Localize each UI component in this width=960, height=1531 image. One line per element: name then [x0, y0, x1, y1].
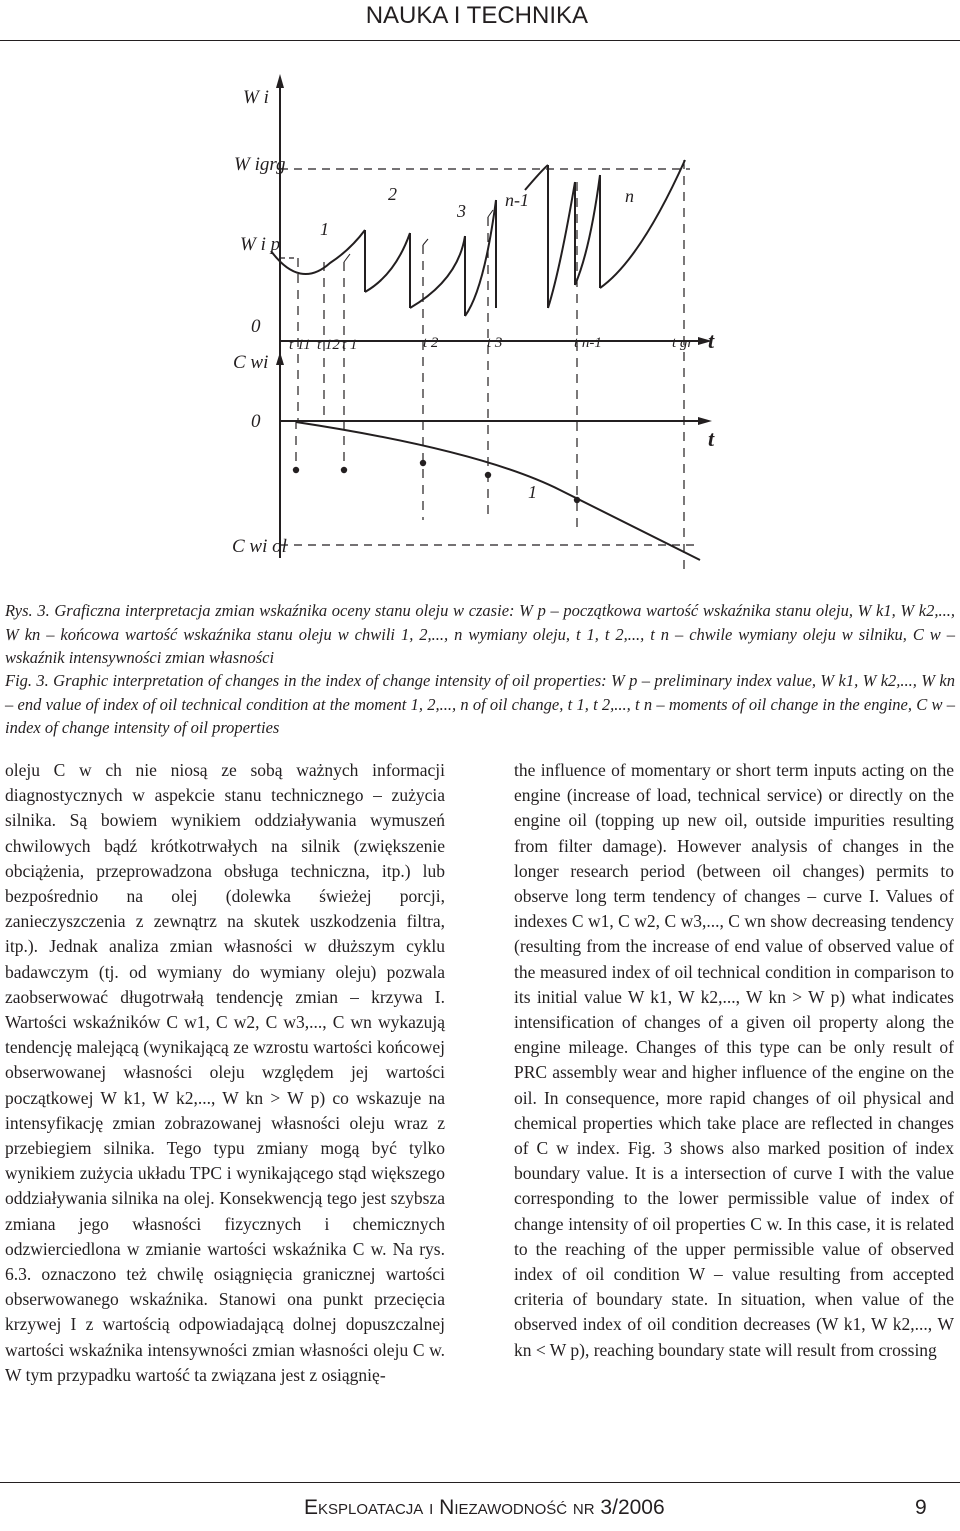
header-rule	[0, 40, 960, 41]
right-column-text: the influence of momentary or short term inputs acting on the engine (increase of load, technical service) or directly on the engine oil (topping up new oil, outside impurities resulting from filter damage). However analysis of changes in the longer research period (between oil changes) permits to observe long term tendency of changes – curve I. Values of indexes C w1, C w2, C w3,..., C wn show decreasing tendency (resulting from the increase of end value of observed value of the measured index of oil technical condition in comparison to its initial value W k1, W k2,..., W kn > W p) what indicates intensification of changes of a given oil property along the engine mileage. Changes of this type can be only result of PRC assembly wear and higher influence of the engine on the oil. In consequence, more rapid changes of oil physical and chemical properties which take place are reflected in changes of C w index. Fig. 3 shows also marked position of index boundary value. It is a intersection of curve I with the value corresponding to the lower permissible value of index of change intensity of oil properties C w. In this case, it is related to the reaching of the upper permissible value of observed index of oil condition W – value resulting from accepted criteria of boundary state. In situation, when value of the observed index of oil condition decreases (W k1, W k2,..., W kn < W p), reaching boundary state will result from crossing	[514, 760, 954, 1360]
svg-text:0: 0	[251, 316, 261, 337]
curve-I	[296, 422, 700, 560]
svg-text:W i p: W i p	[240, 234, 281, 255]
svg-text:W i: W i	[243, 87, 269, 108]
svg-text:0: 0	[251, 411, 261, 432]
svg-text:3: 3	[457, 201, 466, 221]
svg-text:t gr: t gr	[672, 335, 694, 351]
svg-text:1: 1	[320, 219, 329, 239]
svg-text:W igrg: W igrg	[234, 154, 286, 175]
footer-rule	[0, 1482, 960, 1483]
svg-text:n-1: n-1	[505, 190, 529, 210]
figure-caption-en: Fig. 3. Graphic interpretation of changes in the index of change intensity of oil properties: W p – preliminary index value, W k1, W k2,..., W kn – end value of index of oil technical condition at the moment 1, 2,..., n of oil change, t 1, t 2,..., t n – moments of oil change in the engine, C w – index of change intensity of oil properties	[5, 671, 955, 737]
svg-text:t 1: t 1	[342, 337, 358, 353]
svg-text:1: 1	[528, 482, 537, 502]
figure-caption-pl: Rys. 3. Graficzna interpretacja zmian wskaźnika oceny stanu oleju w czasie: W p – początkowa wartość wskaźnika stanu oleju, W k1, W k2,..., W kn – końcowa wartość wskaźnika stanu oleju w chwili 1, 2,..., n wymiany oleju, t 1, t 2,..., t n – chwile wymiany oleju w silniku, C w – wskaźnik intensywności zmian własności	[5, 601, 955, 667]
page-number: 9	[915, 1496, 927, 1519]
svg-text:C wi: C wi	[233, 352, 269, 373]
svg-text:n: n	[625, 186, 634, 206]
left-column-text: oleju C w ch nie niosą ze sobą ważnych informacji diagnostycznych w aspekcie stanu technicznego – zużycia silnika. Są bowiem wynikiem oddziaływania wymuszeń chwilowych bądź krótkotrwałych na silnik (zwiększenie obciążenia, przeprowadzona obsługa techniczna, itp.) lub bezpośrednio na olej (dolewka świeżej porcji, zanieczyszczenia z zewnątrz na skutek uszkodzenia filtra, itp.). Jednak analiza zmian własności w dłuższym cyklu badawczym (tj. od wymiany do wymiany oleju) pozwala zaobserwować długotrwałą tendencję zmian – krzywa I. Wartości wskaźników C w1, C w2, C w3,..., C wn wykazują tendencję malejącą (wynikającą ze wzrostu wartości końcowej obserwowanej własności oleju względem jej wartości początkowej W k1, W k2,..., W kn > W p) co wskazuje na intensyfikację zmian zobrazowanej własności oleju wraz z przebiegiem silnika. Tego typu zmiany mogą być tylko wynikiem zużycia układu TPC i wynikającego stąd większego oddziaływania silnika na olej. Konsekwencją tego jest szybsza zmiana jego własności fizycznych i chemicznych odzwierciedlona w zmianie wartości wskaźnika C w. Na rys. 6.3. oznaczono też chwilę osiągnięcia granicznej wartości obserwowanego wskaźnika. Stanowi ona punkt przecięcia krzywej I z wartością odpowiadającą dolnej dopuszczalnej wartości wskaźnika intensywności zmian własności oleju C w. W tym przypadku wartość ta związana jest z osiągnię-	[5, 760, 445, 1385]
svg-text:t 11: t 11	[289, 337, 311, 353]
svg-text:t: t	[708, 426, 715, 451]
svg-text:t 3: t 3	[487, 335, 503, 351]
svg-text:t 2: t 2	[423, 335, 439, 351]
svg-text:t n-1: t n-1	[574, 335, 602, 351]
svg-text:t: t	[708, 328, 715, 353]
journal-header: NAUKA I TECHNIKA	[365, 2, 588, 29]
svg-text:t 12: t 12	[317, 337, 340, 353]
figure-3-diagram	[0, 55, 960, 585]
svg-text:C wi ol: C wi ol	[232, 536, 287, 557]
footer-journal: Eksploatacja i Niezawodność nr 3/2006	[304, 1496, 665, 1519]
svg-text:2: 2	[388, 184, 397, 204]
